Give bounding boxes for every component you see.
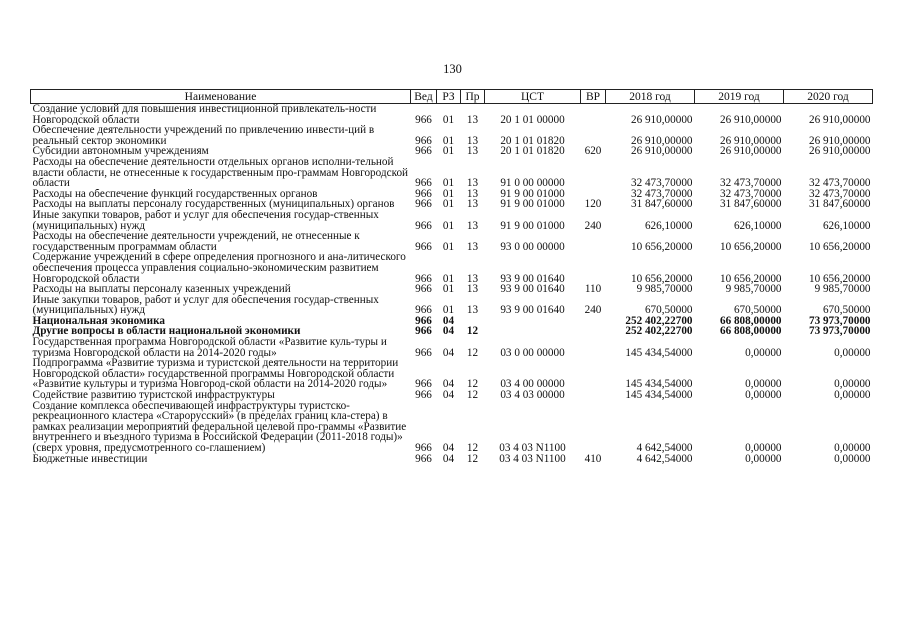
vr-cell [581,337,606,358]
table-header-row [31,90,873,104]
ved-cell: 966 [415,346,432,359]
rz-cell: 01 [442,134,455,147]
name-cell: Расходы на обеспечение деятельности отдельных органов исполни-тельной власти области, не отнесенные к государственным про-граммам Новгородской области [32,156,409,189]
rz-cell: 04 [442,452,455,465]
rz-cell: 01 [442,219,455,232]
table-row [31,252,873,284]
amount-2019-cell: 0,00000 [745,442,782,454]
rz-cell: 01 [442,304,455,317]
amount-2019-cell: 26 910,00000 [719,145,782,158]
amount-2020-cell: 0,00000 [834,442,871,454]
ved-cell: 966 [415,389,432,402]
rz-cell: 01 [442,145,455,158]
amount-2018-cell: 31 847,60000 [630,198,693,211]
pr-cell: 12 [466,452,479,465]
ved-cell: 966 [415,145,432,158]
ved-cell: 966 [415,198,432,211]
pr-cell: 13 [466,240,479,253]
amount-2020-cell: 0,00000 [834,389,871,402]
vr-cell [581,358,606,390]
name-cell: Содействие развитию туристской инфраструктуры [32,390,275,401]
pr-cell: 13 [466,283,479,296]
amount-2019-cell: 0,00000 [745,346,782,359]
vr-cell [581,125,606,146]
amount-2020-cell: 73 973,70000 [808,314,871,327]
table-row [31,326,873,337]
cst-cell: 91 0 00 00000 [500,177,565,190]
cst-cell: 93 9 00 01640 [500,272,565,285]
amount-2018-cell: 670,50000 [644,304,693,317]
cst-cell: 03 4 03 00000 [500,389,565,402]
amount-2018-cell: 26 910,00000 [630,145,693,158]
amount-2019-cell: 10 656,20000 [719,240,782,253]
amount-2020-cell: 32 473,70000 [808,177,871,190]
rz-cell: 01 [442,177,455,190]
name-cell: Государственная программа Новгородской области «Развитие куль-туры и туризма Новгородской области на 2014-2020 годы» [32,337,387,359]
amount-2020-cell: 26 910,00000 [808,134,871,147]
amount-2019-cell: 10 656,20000 [719,272,782,285]
cst-cell: 91 9 00 01000 [500,198,565,211]
amount-2020-cell: 0,00000 [834,452,871,465]
pr-cell: 12 [466,325,479,338]
column-header-2018: 2018 год [606,90,695,104]
amount-2019-cell: 32 473,70000 [719,177,782,190]
ved-cell: 966 [415,378,432,391]
column-header-rz: РЗ [437,90,461,104]
ved-cell: 966 [415,219,432,232]
name-cell: Содержание учреждений в сфере определения прогнозного и ана-литического обеспечения процесса управления социально-экономическим развитием Новгородской области [32,252,406,285]
pr-cell: 12 [466,346,479,359]
amount-2018-cell: 10 656,20000 [630,272,693,285]
table-row [31,146,873,157]
table-row [31,390,873,401]
ved-cell: 966 [415,314,432,327]
table-row [31,125,873,146]
rz-cell: 04 [442,442,455,454]
cst-cell: 03 4 03 N1100 [499,442,566,454]
vr-cell: 240 [584,304,602,317]
cst-cell: 93 9 00 01640 [500,283,565,296]
name-cell: Расходы на обеспечение функций государственных органов [32,188,318,200]
name-cell: Субсидии автономным учреждениям [32,146,209,157]
pr-cell: 13 [466,177,479,190]
amount-2019-cell: 31 847,60000 [719,198,782,211]
amount-2018-cell: 252 402,22700 [625,325,693,338]
pr-cell: 13 [466,134,479,147]
amount-2018-cell: 9 985,70000 [636,283,693,296]
name-cell: Расходы на выплаты персоналу государственных (муниципальных) органов [32,199,395,210]
name-cell: Создание комплекса обеспечивающей инфраструктуры туристско-рекреационного кластера «Старорусский» (в пределах границ кла-стера) в рамках реализации мероприятий федеральной целевой про-граммы «Развитие внутреннего и въездного туризма в Российской Федерации (2011-2018 годы)» (сверх уровня, предусмотренного со-глашением) [32,400,407,454]
vr-cell: 110 [584,283,602,296]
amount-2019-cell: 66 808,00000 [719,314,782,327]
rz-cell: 01 [442,240,455,253]
amount-2020-cell: 10 656,20000 [808,240,871,253]
name-cell: Создание условий для повышения инвестиционной привлекатель-ности Новгородской области [32,103,377,126]
amount-2019-cell: 626,10000 [733,219,782,232]
cst-cell: 03 4 03 N1100 [499,452,566,465]
cst-cell: 03 0 00 00000 [500,346,565,359]
cst-cell: 93 0 00 00000 [500,240,565,253]
pr-cell: 12 [466,442,479,454]
page-number: 130 [443,62,462,76]
column-header-pr: Пр [461,90,485,104]
ved-cell: 966 [415,187,432,200]
ved-cell: 966 [415,240,432,253]
ved-cell: 966 [415,283,432,296]
rz-cell: 04 [442,389,455,402]
name-cell: Бюджетные инвестиции [32,453,148,465]
vr-cell [581,231,606,252]
vr-cell [581,157,606,189]
name-cell: Другие вопросы в области национальной экономики [32,326,301,338]
amount-2018-cell: 252 402,22700 [625,314,693,327]
cst-cell: 20 1 01 00000 [500,113,565,126]
amount-2018-cell: 4 642,54000 [636,452,693,465]
amount-2018-cell: 26 910,00000 [630,113,693,126]
table-row [31,284,873,295]
cst-cell: 20 1 01 01820 [500,145,565,158]
vr-cell [581,390,606,401]
rz-cell: 01 [442,187,455,200]
amount-2020-cell: 73 973,70000 [808,325,871,338]
amount-2019-cell: 9 985,70000 [725,283,782,296]
amount-2018-cell: 145 434,54000 [625,389,693,402]
cst-cell: 91 9 00 01000 [500,219,565,232]
cst-cell: 93 9 00 01640 [500,304,565,317]
name-cell: Иные закупки товаров, работ и услуг для обеспечения государ-ственных (муниципальных) нужд [32,209,379,232]
table-row [31,401,873,454]
column-header-2020: 2020 год [784,90,873,104]
cst-cell [485,316,581,327]
ved-cell: 966 [415,134,432,147]
amount-2018-cell: 4 642,54000 [636,442,693,454]
ved-cell: 966 [415,113,432,126]
amount-2019-cell: 0,00000 [745,389,782,402]
table-row [31,157,873,189]
amount-2018-cell: 10 656,20000 [630,240,693,253]
table-body [31,104,873,465]
pr-cell: 13 [466,219,479,232]
vr-cell [581,104,606,126]
ved-cell: 966 [415,325,432,338]
table-row [31,295,873,316]
amount-2020-cell: 26 910,00000 [808,113,871,126]
pr-cell: 13 [466,198,479,211]
amount-2020-cell: 626,10000 [822,219,871,232]
pr-cell: 12 [466,378,479,391]
ved-cell: 966 [415,272,432,285]
amount-2020-cell: 670,50000 [822,304,871,317]
pr-cell: 13 [466,304,479,317]
vr-cell [581,316,606,327]
amount-2018-cell: 32 473,70000 [630,177,693,190]
amount-2020-cell: 31 847,60000 [808,198,871,211]
cst-cell [485,326,581,337]
column-header-ved: Вед [411,90,437,104]
ved-cell: 966 [415,452,432,465]
ved-cell: 966 [415,304,432,317]
amount-2019-cell: 66 808,00000 [719,325,782,338]
pr-cell: 13 [466,113,479,126]
amount-2020-cell: 9 985,70000 [814,283,871,296]
amount-2020-cell: 0,00000 [834,378,871,391]
pr-cell: 12 [466,389,479,402]
amount-2018-cell: 32 473,70000 [630,187,693,200]
column-header-2019: 2019 год [695,90,784,104]
table-row [31,358,873,390]
rz-cell: 01 [442,113,455,126]
rz-cell: 04 [442,314,455,327]
rz-cell: 04 [442,346,455,359]
amount-2020-cell: 0,00000 [834,346,871,359]
rz-cell: 04 [442,325,455,338]
vr-cell: 620 [584,145,602,158]
cst-cell: 20 1 01 01820 [500,134,565,147]
budget-table [30,89,873,464]
amount-2019-cell: 0,00000 [745,378,782,391]
name-cell: Иные закупки товаров, работ и услуг для обеспечения государ-ственных (муниципальных) нужд [32,294,379,316]
amount-2020-cell: 32 473,70000 [808,187,871,200]
column-header-name: Наименование [31,90,411,104]
amount-2018-cell: 145 434,54000 [625,346,693,359]
table-row [31,337,873,358]
amount-2019-cell: 670,50000 [733,304,782,317]
table-row [31,104,873,126]
pr-cell: 13 [466,145,479,158]
vr-cell: 410 [584,452,602,465]
name-cell: Обеспечение деятельности учреждений по привлечению инвести-ций в реальный сектор экономики [32,125,375,147]
name-cell: Национальная экономика [32,315,165,327]
pr-cell: 13 [466,272,479,285]
name-cell: Расходы на обеспечение деятельности учреждений, не отнесенные к государственным программам области [32,231,360,253]
amount-2019-cell: 0,00000 [745,452,782,465]
table-row [31,231,873,252]
table-row [31,199,873,210]
ved-cell: 966 [415,442,432,454]
vr-cell [581,401,606,454]
amount-2019-cell: 26 910,00000 [719,113,782,126]
amount-2019-cell: 26 910,00000 [719,134,782,147]
cst-cell: 91 9 00 01000 [500,187,565,200]
amount-2020-cell: 10 656,20000 [808,272,871,285]
table-row [31,454,873,465]
name-cell: Подпрограмма «Развитие туризма и туристской деятельности на территории Новгородской области» государственной программы Новгородской области «Развитие культуры и туризма Новгород-ской области на 2014-2020 годы» [32,358,399,391]
table-row [31,210,873,231]
amount-2018-cell: 145 434,54000 [625,378,693,391]
ved-cell: 966 [415,177,432,190]
name-cell: Расходы на выплаты персоналу казенных учреждений [32,284,291,295]
rz-cell: 01 [442,198,455,211]
vr-cell: 120 [584,198,602,211]
cst-cell: 03 4 00 00000 [500,378,565,391]
amount-2018-cell: 26 910,00000 [630,134,693,147]
amount-2019-cell: 32 473,70000 [719,187,782,200]
amount-2018-cell: 626,10000 [644,219,693,232]
vr-cell [581,326,606,337]
pr-cell: 13 [466,187,479,200]
vr-cell: 240 [584,219,602,232]
rz-cell: 01 [442,283,455,296]
rz-cell: 04 [442,378,455,391]
amount-2020-cell: 26 910,00000 [808,145,871,158]
column-header-vr: ВР [581,90,606,104]
rz-cell: 01 [442,272,455,285]
column-header-cst: ЦСТ [485,90,581,104]
vr-cell [581,252,606,284]
